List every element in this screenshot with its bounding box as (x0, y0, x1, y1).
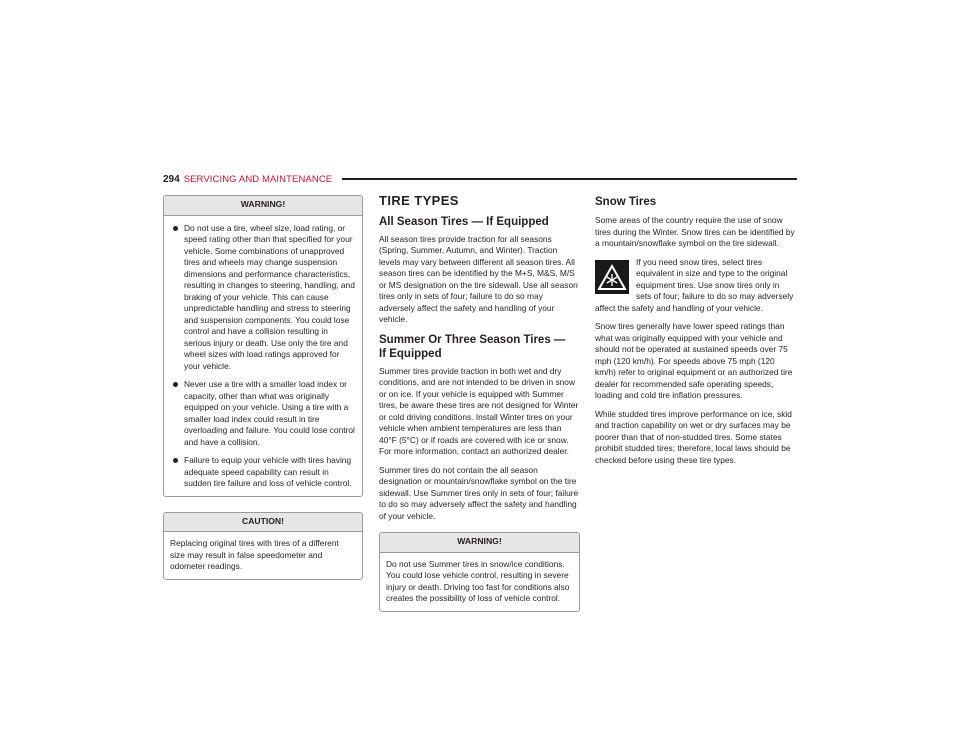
bullet-icon (173, 458, 178, 463)
page-number: 294 (163, 173, 180, 185)
page-header (163, 172, 797, 186)
bullet-icon (173, 226, 178, 231)
snow-text-3: Snow tires generally have lower speed ratings than what was originally equipped with your vehicle and should not be operated at sustained speeds over 75 mph (120 km/h). For speeds above 75 mph (120 km/h) refer to original equipment or an authorized tire dealer for recommended safe operating speeds, loading and cold tire inflation pressures. (595, 321, 793, 400)
summer-warning-box (379, 532, 580, 612)
header-rule (342, 178, 797, 180)
summer-warning-title: WARNING! (380, 533, 579, 553)
warning-box (163, 195, 363, 497)
caution-box (163, 512, 363, 580)
tire-types-heading: TIRE TYPES (379, 193, 459, 208)
bullet-icon (173, 382, 178, 387)
snow-text-4: While studded tires improve performance on ice, skid and traction capability on wet or dry surfaces may be poorer than that of non-studded tires. Some states prohibit studded tires; therefore, local laws should be checked before using these tire types. (595, 408, 792, 465)
section-title: SERVICING AND MAINTENANCE (183, 173, 333, 185)
middle-column (379, 195, 580, 612)
snow-text-1: Some areas of the country require the use of snow tires during the Winter. Snow tires can be identified by a mountain/snowflake symbol on the tire sidewall. (595, 215, 795, 248)
mountain-snowflake-icon (595, 260, 629, 294)
warning-item-text: Do not use a tire, wheel size, load rating, or speed rating other than that specified for your vehicle. Some combinations of unapproved tires and wheels may change suspension dimensions and performance characteristics, resulting in changes to steering, handling, and braking of your vehicle. This can cause unpredictable handling and stress to steering and suspension components. You could lose control and have a collision resulting in serious injury or death. Use only the tire and wheel sizes with load ratings approved for your vehicle. (184, 222, 355, 371)
summer-text-1: Summer tires provide traction in both wet and dry conditions, and are not intended to be driven in snow or on ice. If your vehicle is equipped with Summer tires, be aware these tires are not designed for Winter or cold driving conditions. Install Winter tires on your vehicle when ambient temperatures are less than 40°F (5°C) or if roads are covered with ice or snow. For more information, contact an authorized dealer. (379, 365, 579, 456)
warning-item-text: Failure to equip your vehicle with tires having adequate speed capability can result in sudden tire failure and loss of vehicle control. (184, 455, 352, 488)
warning-list (170, 223, 356, 490)
summer-text-2: Summer tires do not contain the all season designation or mountain/snowflake symbol on the tire sidewall. Use Summer tires only in sets of four; failure to do so may adversely affect the safety and handling of your vehicle. (379, 464, 579, 521)
all-season-text: All season tires provide traction for all seasons (Spring, Summer, Autumn, and Winter). Traction levels may vary between different all season tires. All season tires can be identified by the M+S, M&S, M/S or MS designation on the tire sidewall. Use all season tires only in sets of four; failure to do so may adversely affect the safety and handling of your vehicle. (379, 233, 578, 324)
summer-heading-line2: If Equipped (379, 347, 442, 360)
snow-tires-heading: Snow Tires (595, 196, 657, 208)
caution-title: CAUTION! (164, 513, 362, 533)
all-season-heading: All Season Tires — If Equipped (379, 215, 549, 228)
warning-item-text: Never use a tire with a smaller load index or capacity, other than what was originally equipped on your vehicle. Using a tire with a smaller load index could result in tire overloading and failure. You could lose control and have a collision. (184, 379, 355, 447)
warning-title: WARNING! (164, 196, 362, 216)
summer-heading-line1: Summer Or Three Season Tires — (379, 333, 566, 346)
warning-item (170, 379, 356, 448)
snow-text-2: If you need snow tires, select tires equivalent in size and type to the original equipment tires. Use snow tires only in sets of four; failure to do so may adversely affect the safety and handling of your vehicle. (595, 256, 794, 313)
left-column (163, 195, 363, 580)
caution-text: Replacing original tires with tires of a different size may result in false speedometer and odometer readings. (170, 538, 339, 571)
warning-item (170, 455, 356, 490)
right-column (595, 195, 797, 473)
summer-warning-text: Do not use Summer tires in snow/ice conditions. You could lose vehicle control, resulting in severe injury or death. Driving too fast for conditions also creates the possibility of loss of vehicle control. (386, 558, 570, 603)
summer-heading (379, 333, 580, 361)
warning-item (170, 223, 356, 373)
